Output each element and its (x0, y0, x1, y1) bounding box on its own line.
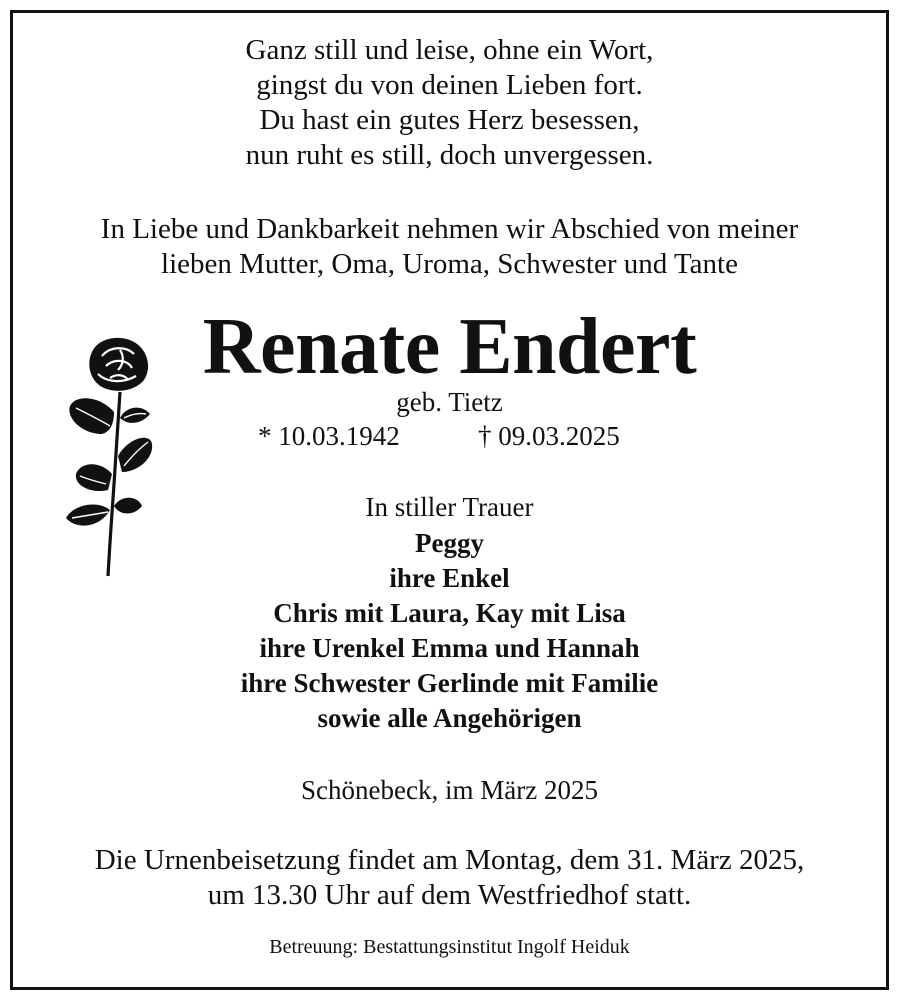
death-date: † 09.03.2025 (478, 421, 620, 451)
mourner-line-6: sowie alle Angehörigen (317, 703, 582, 733)
birth-date: * 10.03.1942 (258, 421, 400, 451)
undertaker-credit: Betreuung: Bestattungsinstitut Ingolf Heiduk (269, 936, 630, 958)
mourner-line-2: ihre Enkel (389, 563, 510, 593)
funeral-line-2: um 13.30 Uhr auf dem Westfriedhof statt. (207, 879, 692, 911)
mourner-line-5: ihre Schwester Gerlinde mit Familie (240, 668, 659, 698)
poem-line-4: nun ruht es still, doch unvergessen. (245, 139, 654, 171)
poem-line-1: Ganz still und leise, ohne ein Wort, (245, 34, 654, 66)
intro-line-1: In Liebe und Dankbarkeit nehmen wir Abschied von meiner (100, 213, 799, 245)
mourner-line-4: ihre Urenkel Emma und Hannah (259, 633, 640, 663)
mourning-heading: In stiller Trauer (365, 492, 534, 522)
intro-line-2: lieben Mutter, Oma, Uroma, Schwester und Tante (161, 248, 738, 280)
deceased-name: Renate Endert (202, 303, 697, 391)
funeral-line-1: Die Urnenbeisetzung findet am Montag, dem 31. März 2025, (94, 844, 805, 876)
place-date: Schönebeck, im März 2025 (301, 775, 598, 805)
life-dates (0, 420, 899, 452)
mourner-line-3: Chris mit Laura, Kay mit Lisa (273, 598, 626, 628)
poem-line-3: Du hast ein gutes Herz besessen, (259, 104, 640, 136)
poem-line-2: gingst du von deinen Lieben fort. (256, 69, 643, 101)
maiden-name: geb. Tietz (396, 387, 503, 417)
mourner-line-1: Peggy (415, 528, 484, 558)
